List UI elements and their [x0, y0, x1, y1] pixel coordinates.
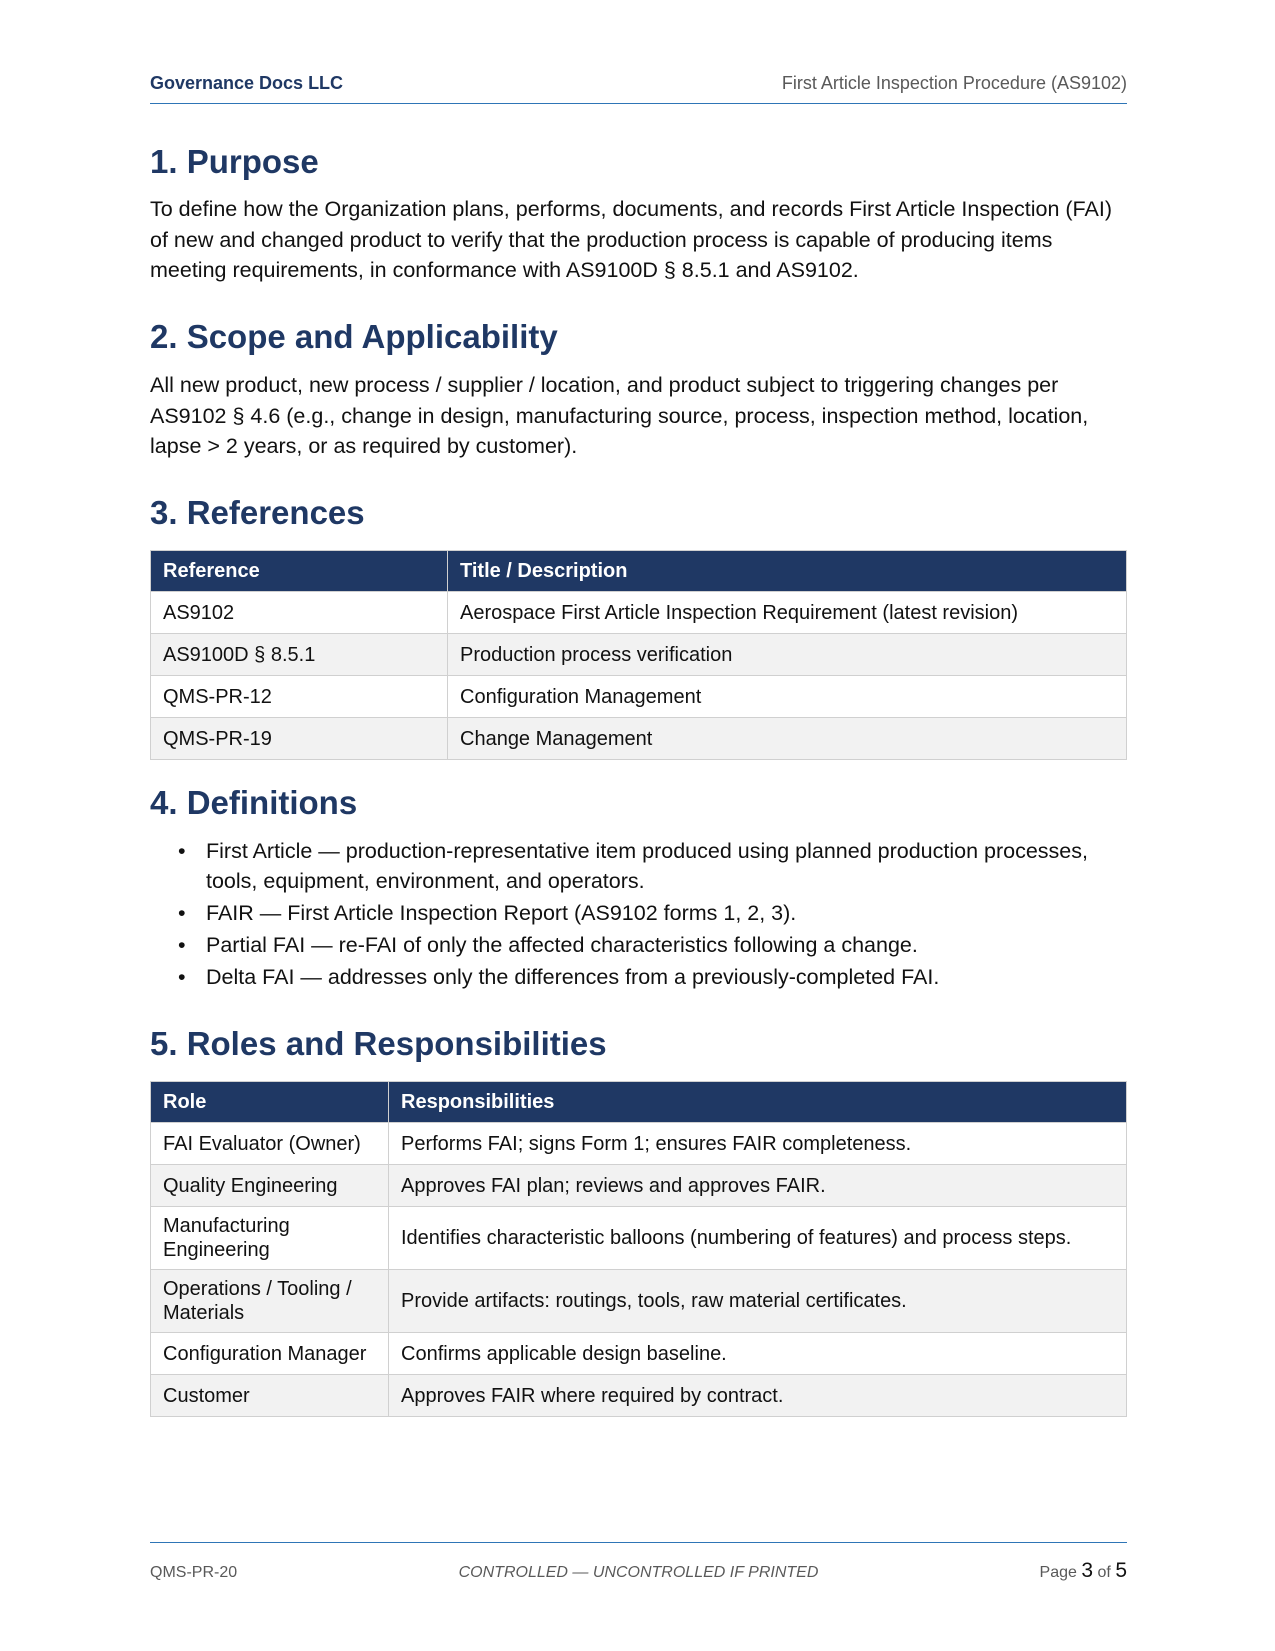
references-table	[150, 550, 1127, 760]
scope-text: All new product, new process / supplier / location, and product subject to triggering changes per AS9102 § 4.6 (e.g., change in design, manufacturing source, process, inspection method, location, lapse > 2 years, or as required by customer).	[150, 373, 1089, 458]
definitions-list	[150, 836, 1127, 994]
section-heading-definitions: 4. Definitions	[150, 784, 358, 821]
document-id: QMS-PR-20	[150, 1564, 238, 1581]
page-footer	[150, 1542, 1127, 1593]
page-number	[1040, 1559, 1127, 1583]
page-label: Page	[1039, 1564, 1077, 1581]
table-row	[151, 676, 1127, 718]
table-cell: Operations / Tooling / Materials	[151, 1270, 389, 1333]
table-cell: Approves FAIR where required by contract.	[389, 1375, 1127, 1417]
list-item: • FAIR — First Article Inspection Report (AS9102 forms 1, 2, 3).	[150, 898, 1127, 928]
section-heading-scope: 2. Scope and Applicability	[150, 318, 558, 355]
table-row	[151, 1123, 1127, 1165]
roles-table	[150, 1081, 1127, 1417]
section-heading-references: 3. References	[150, 494, 365, 531]
table-cell: Customer	[151, 1375, 389, 1417]
table-cell: Quality Engineering	[151, 1165, 389, 1207]
page-header	[150, 70, 1127, 104]
table-row	[151, 1375, 1127, 1417]
table-cell: Change Management	[448, 718, 1127, 760]
table-row	[151, 1207, 1127, 1270]
page-current: 3	[1081, 1559, 1094, 1582]
column-header: Title / Description	[448, 551, 1127, 592]
table-cell: Aerospace First Article Inspection Requirement (latest revision)	[448, 592, 1127, 634]
column-header: Role	[151, 1082, 389, 1123]
column-header: Responsibilities	[389, 1082, 1127, 1123]
table-row	[151, 1165, 1127, 1207]
table-cell: FAI Evaluator (Owner)	[151, 1123, 389, 1165]
table-cell: QMS-PR-19	[151, 718, 448, 760]
table-header-row	[151, 551, 1127, 592]
table-cell: AS9102	[151, 592, 448, 634]
purpose-text: To define how the Organization plans, performs, documents, and records First Article Inspection (FAI) of new and changed product to verify that the production process is capable of producing items meeting requirements, in conformance with AS9100D § 8.5.1 and AS9102.	[150, 197, 1112, 282]
table-cell: Identifies characteristic balloons (numbering of features) and process steps.	[389, 1207, 1127, 1270]
table-row	[151, 592, 1127, 634]
table-cell: QMS-PR-12	[151, 676, 448, 718]
document-page	[150, 0, 1127, 1651]
controlled-notice: CONTROLLED — UNCONTROLLED IF PRINTED	[458, 1564, 819, 1581]
page-of-label: of	[1097, 1564, 1111, 1581]
table-cell: Configuration Manager	[151, 1333, 389, 1375]
table-cell: Manufacturing Engineering	[151, 1207, 389, 1270]
table-cell: Performs FAI; signs Form 1; ensures FAIR completeness.	[389, 1123, 1127, 1165]
list-item: • First Article — production-representative item produced using planned production processes, tools, equipment, environment, and operators.	[150, 836, 1127, 896]
table-cell: Confirms applicable design baseline.	[389, 1333, 1127, 1375]
list-item: • Partial FAI — re-FAI of only the affected characteristics following a change.	[150, 930, 1127, 960]
table-cell: Provide artifacts: routings, tools, raw material certificates.	[389, 1270, 1127, 1333]
table-header-row	[151, 1082, 1127, 1123]
table-cell: Approves FAI plan; reviews and approves FAIR.	[389, 1165, 1127, 1207]
page-total: 5	[1115, 1559, 1127, 1582]
table-row	[151, 634, 1127, 676]
column-header: Reference	[151, 551, 448, 592]
document-title: First Article Inspection Procedure (AS9102)	[781, 73, 1127, 93]
table-row	[151, 718, 1127, 760]
table-row	[151, 1333, 1127, 1375]
table-row	[151, 1270, 1127, 1333]
company-name: Governance Docs LLC	[150, 73, 344, 93]
section-heading-roles: 5. Roles and Responsibilities	[150, 1025, 607, 1062]
table-cell: Production process verification	[448, 634, 1127, 676]
table-cell: Configuration Management	[448, 676, 1127, 718]
section-heading-purpose: 1. Purpose	[150, 143, 319, 180]
list-item: • Delta FAI — addresses only the differences from a previously-completed FAI.	[150, 962, 1127, 992]
table-cell: AS9100D § 8.5.1	[151, 634, 448, 676]
